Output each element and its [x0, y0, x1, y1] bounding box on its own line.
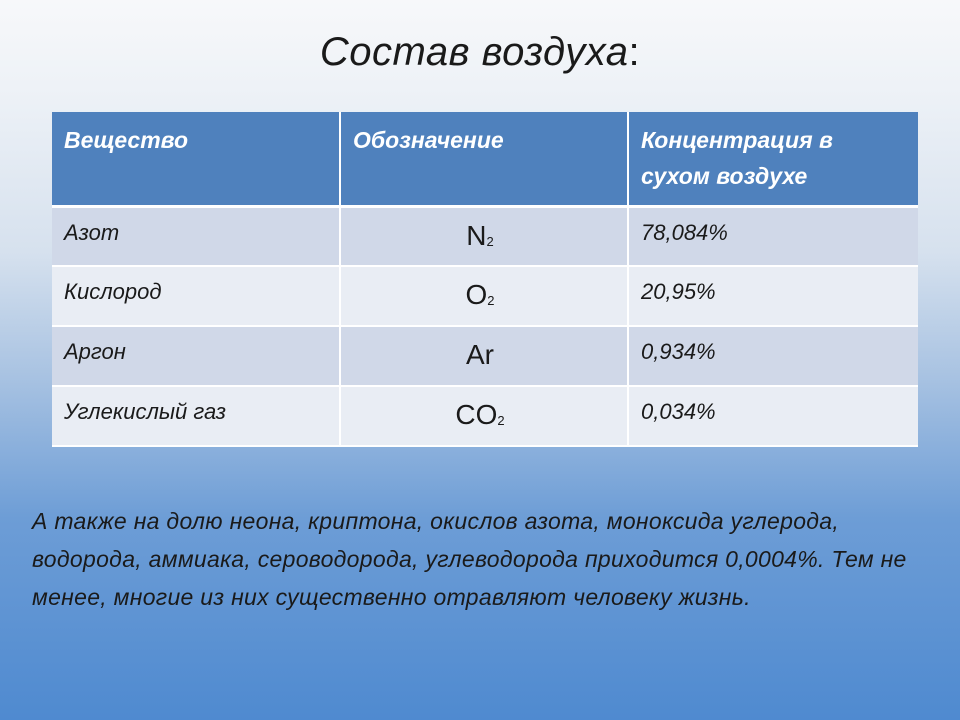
chemical-symbol — [340, 386, 628, 446]
chemical-symbol — [340, 206, 628, 266]
concentration-value: 0,034% — [628, 386, 918, 446]
table-row — [52, 326, 918, 386]
symbol-text: CO — [455, 399, 498, 430]
substance-name: Кислород — [52, 266, 340, 326]
symbol-subscript: 2 — [486, 233, 494, 249]
slide-title — [0, 30, 960, 75]
concentration-value: 0,934% — [628, 326, 918, 386]
substance-name: Углекислый газ — [52, 386, 340, 446]
slide-title-colon: : — [628, 30, 641, 74]
table-row — [52, 206, 918, 266]
symbol-text: Ar — [466, 339, 494, 370]
footnote-paragraph: А также на долю неона, криптона, окислов азота, моноксида углерода, водорода, аммиака, сероводорода, углеводорода приходится 0,0004%. Тем не менее, многие из них существенно отравляют человеку жизнь. — [32, 508, 907, 610]
concentration-value: 78,084% — [628, 206, 918, 266]
symbol-subscript: 2 — [497, 413, 505, 428]
header-symbol: Обозначение — [340, 112, 628, 206]
symbol-subscript: 2 — [487, 293, 495, 308]
symbol-text: N — [466, 219, 487, 251]
table-row — [52, 386, 918, 446]
chemical-symbol — [340, 326, 628, 386]
chemical-symbol — [340, 266, 628, 326]
substance-name: Азот — [52, 206, 340, 266]
slide-title-text: Состав воздуха — [319, 30, 629, 74]
concentration-value: 20,95% — [628, 266, 918, 326]
header-concentration: Концентрация в сухом воздухе — [628, 112, 918, 206]
symbol-text: O — [465, 279, 488, 310]
table-row — [52, 266, 918, 326]
substance-name: Аргон — [52, 326, 340, 386]
header-substance: Вещество — [52, 112, 340, 206]
air-composition-table — [52, 112, 918, 447]
table-header-row — [52, 112, 918, 206]
